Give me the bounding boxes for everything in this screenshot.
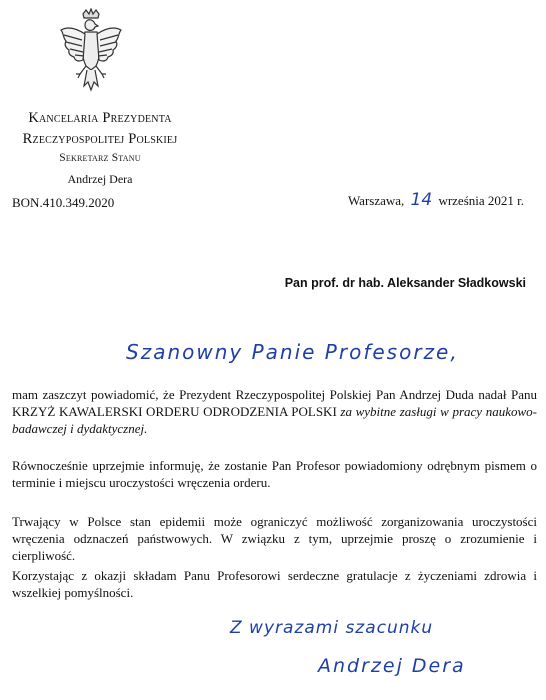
paragraph-1-text: mam zaszczyt powiadomić, że Prezydent Rzeczypospolitej Polskiej Pan Andrzej Duda nadał Panu KRZYŻ KAWALERSKI ORDERU ODRODZENIA POLSKI (12, 387, 537, 419)
date-rest: września 2021 r. (438, 193, 524, 208)
salutation-handwritten: Szanowny Panie Profesorze, (126, 340, 459, 364)
signature: Andrzej Dera (318, 655, 466, 677)
paragraph-3: Trwający w Polsce stan epidemii może ograniczyć możliwość zorganizowania uroczystości wręczenia odznaczeń państwowych. W związku z tym, uprzejmie proszę o zrozumienie i cierpliwość. (12, 514, 537, 563)
paragraph-1-merit: za wybitne zasługi w pracy naukowo-badawczej i dydaktycznej. (12, 404, 537, 436)
reference-number: BON.410.349.2020 (12, 195, 115, 210)
letterhead-org-line1: Kancelaria Prezydenta (28, 110, 172, 126)
paragraph-2: Równocześnie uprzejmie informuję, że zostanie Pan Profesor powiadomiony odrębnym pismem o terminie i miejscu uroczystości wręczenia orderu. (12, 458, 537, 490)
letterhead-name: Andrzej Dera (67, 172, 133, 186)
paragraph-1 (12, 386, 537, 437)
date-place: Warszawa, (347, 193, 405, 208)
polish-eagle-icon (58, 8, 124, 98)
letterhead-org-line2: Rzeczypospolitej Polskiej (22, 131, 178, 147)
paragraph-4: Korzystając z okazji składam Panu Profesorowi serdeczne gratulacje z życzeniami zdrowia i wszelkiej pomyślności. (12, 568, 537, 600)
letterhead-position: Sekretarz Stanu (59, 152, 141, 164)
recipient: Pan prof. dr hab. Aleksander Sładkowski (284, 276, 526, 290)
date-day-handwritten: 14 (410, 190, 433, 210)
closing-handwritten: Z wyrazami szacunku (230, 618, 434, 638)
date-line (348, 190, 524, 210)
